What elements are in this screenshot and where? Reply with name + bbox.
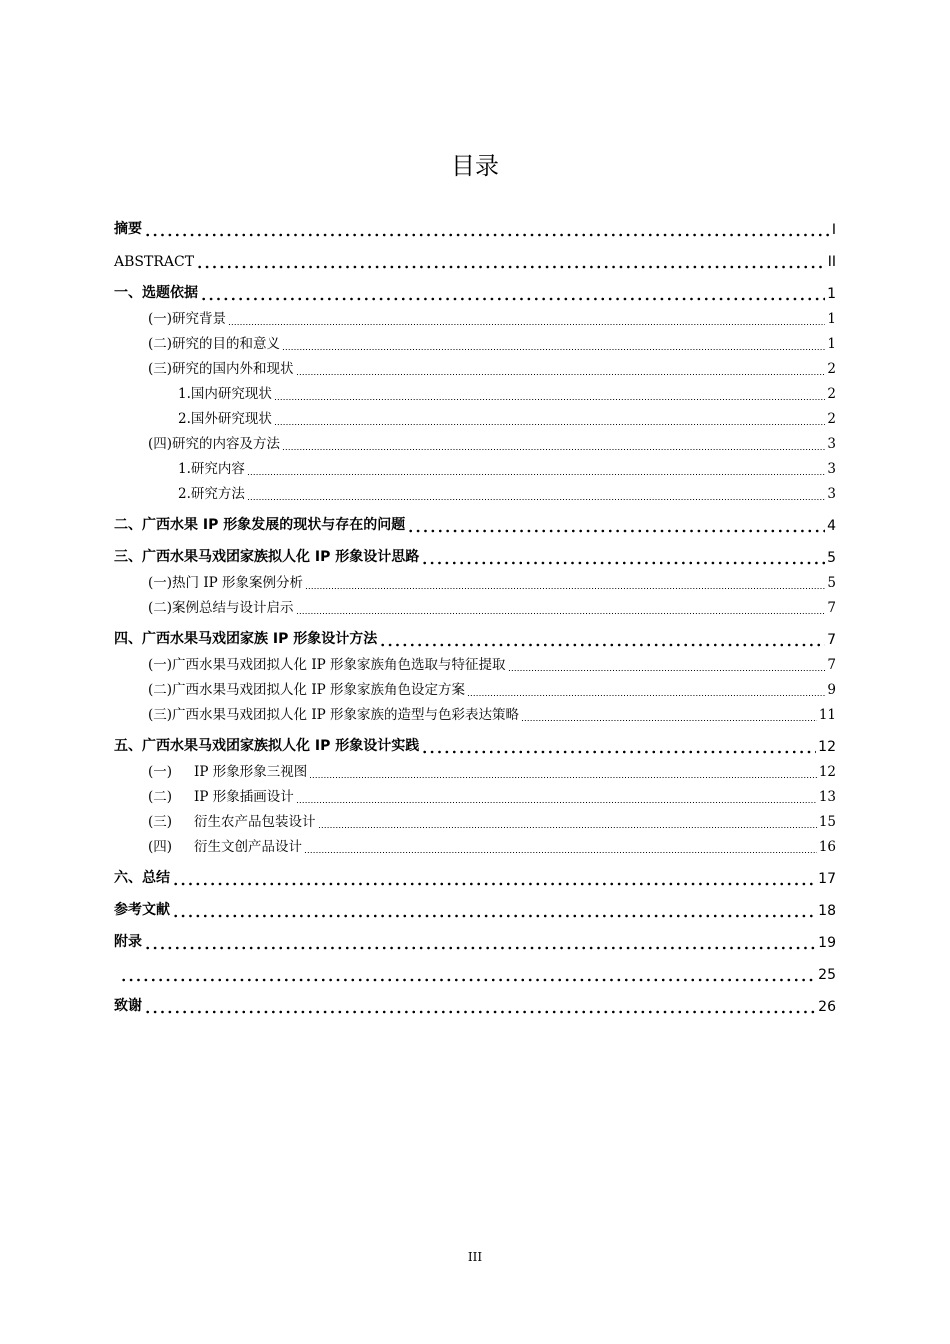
dot-leader [296, 602, 826, 616]
dot-leader [247, 463, 826, 477]
dot-leader [274, 413, 826, 427]
toc-entry-page: 26 [818, 999, 836, 1015]
toc-entry-label: (一)研究背景 [148, 311, 227, 327]
dot-leader [144, 224, 830, 238]
toc-entry[interactable] [114, 382, 836, 402]
toc-entry[interactable] [114, 482, 836, 502]
dot-leader [120, 969, 816, 983]
toc-entry-page: 1 [827, 286, 836, 302]
toc-entry[interactable] [114, 514, 836, 534]
toc-entry-page: 12 [818, 739, 836, 755]
dot-leader [508, 659, 826, 673]
toc-entry-label: (二)广西水果马戏团拟人化 IP 形象家族角色设定方案 [148, 682, 466, 698]
toc-entry-label: 五、广西水果马戏团家族拟人化 IP 形象设计实践 [114, 738, 420, 754]
toc-entry-page: 2 [827, 411, 836, 427]
toc-entry-page: 3 [827, 461, 836, 477]
toc-entry-page: 11 [818, 707, 836, 723]
dot-leader [318, 816, 817, 830]
toc-entry-number: (四) [148, 839, 173, 855]
toc-entry-page: 19 [818, 935, 836, 951]
toc-entry-label: 四、广西水果马戏团家族 IP 形象设计方法 [114, 631, 378, 647]
dot-leader [421, 552, 825, 566]
toc-entry-page: 13 [818, 789, 836, 805]
dot-leader [274, 388, 826, 402]
toc-entry[interactable] [114, 250, 836, 270]
toc-entry[interactable] [114, 653, 836, 673]
dot-leader [144, 937, 816, 951]
toc-entry-page: 7 [827, 657, 836, 673]
toc-entry-page: II [827, 254, 836, 270]
dot-leader [172, 905, 816, 919]
dot-leader [296, 363, 826, 377]
toc-entry-label: IP 形象插画设计 [194, 789, 294, 805]
toc-entry-page: I [831, 222, 836, 238]
toc-entry[interactable] [114, 995, 836, 1015]
dot-leader [172, 873, 816, 887]
toc-entry[interactable] [114, 307, 836, 327]
toc-entry-page: 15 [818, 814, 836, 830]
toc-entry-label: 致谢 [114, 998, 142, 1014]
toc-entry-page: 16 [818, 839, 836, 855]
toc-entry-page: 12 [818, 764, 836, 780]
toc-entry-page: 4 [827, 518, 836, 534]
dot-leader [305, 577, 825, 591]
toc-entry-label: 三、广西水果马戏团家族拟人化 IP 形象设计思路 [114, 549, 420, 565]
toc-entry[interactable] [114, 867, 836, 887]
toc-entry[interactable] [114, 432, 836, 452]
toc-entry[interactable] [114, 332, 836, 352]
toc-entry[interactable] [114, 628, 836, 648]
page-title: 目录 [451, 152, 499, 180]
toc-entry-label: 摘要 [114, 221, 142, 237]
toc-entry-number: (二) [148, 789, 173, 805]
dot-leader [379, 634, 825, 648]
dot-leader [467, 684, 825, 698]
dot-leader [282, 338, 825, 352]
toc-entry[interactable] [114, 899, 836, 919]
toc-entry-label: (三)广西水果马戏团拟人化 IP 形象家族的造型与色彩表达策略 [148, 707, 520, 723]
toc-entry-label: (四)研究的内容及方法 [148, 436, 281, 452]
toc-entry-page: 5 [827, 575, 836, 591]
toc-entry-page: 7 [827, 600, 836, 616]
toc-entry[interactable] [114, 931, 836, 951]
dot-leader [421, 741, 816, 755]
toc-entry[interactable] [114, 785, 836, 805]
toc-entry-label: ABSTRACT [114, 254, 195, 270]
toc-entry-label: 2.国外研究现状 [178, 411, 272, 427]
toc-entry[interactable] [114, 457, 836, 477]
toc-entry-page: 1 [827, 336, 836, 352]
toc-entry-label: 2.研究方法 [178, 486, 245, 502]
toc-entry[interactable] [114, 760, 836, 780]
toc-entry-label: 1.研究内容 [178, 461, 245, 477]
toc-entry-page: 7 [827, 632, 836, 648]
toc-entry-page: 1 [827, 311, 836, 327]
toc-entry[interactable] [114, 571, 836, 591]
toc-entry[interactable] [114, 735, 836, 755]
toc-entry-page: 18 [818, 903, 836, 919]
toc-entry-page: 17 [818, 871, 836, 887]
toc-entry[interactable] [114, 407, 836, 427]
dot-leader [521, 709, 817, 723]
page-number: III [467, 1250, 483, 1264]
dot-leader [228, 313, 825, 327]
toc-entry[interactable] [114, 546, 836, 566]
toc-entry-page: 3 [827, 436, 836, 452]
dot-leader [247, 488, 826, 502]
dot-leader [407, 520, 825, 534]
toc-entry-number: (三) [148, 814, 173, 830]
toc-entry-page: 25 [818, 967, 836, 983]
toc-entry[interactable] [114, 810, 836, 830]
toc-entry-label: (一)广西水果马戏团拟人化 IP 形象家族角色选取与特征提取 [148, 657, 506, 673]
toc-entry-page: 5 [827, 550, 836, 566]
toc-entry-page: 3 [827, 486, 836, 502]
toc-entry-page: 2 [827, 386, 836, 402]
dot-leader [304, 841, 817, 855]
toc-entry-label: (一)热门 IP 形象案例分析 [148, 575, 304, 591]
dot-leader [196, 256, 826, 270]
toc-entry-label: 附录 [114, 934, 142, 950]
toc-entry-label: 衍生文创产品设计 [194, 839, 303, 855]
toc-entry-page: 9 [827, 682, 836, 698]
toc-entry[interactable] [114, 703, 836, 723]
toc-entry[interactable] [114, 678, 836, 698]
toc-entry[interactable] [114, 218, 836, 238]
toc-entry-label: 参考文献 [114, 902, 170, 918]
dot-leader [282, 438, 825, 452]
dot-leader [296, 791, 817, 805]
toc-entry-label: 衍生农产品包装设计 [194, 814, 316, 830]
dot-leader [200, 288, 825, 302]
toc-entry-label: (二)研究的目的和意义 [148, 336, 281, 352]
toc-entry[interactable] [114, 282, 836, 302]
toc-entry-label: IP 形象形象三视图 [194, 764, 308, 780]
toc-entry-page: 2 [827, 361, 836, 377]
dot-leader [309, 766, 817, 780]
toc-entry-label: 二、广西水果 IP 形象发展的现状与存在的问题 [114, 517, 406, 533]
toc-entry-label: (三)研究的国内外和现状 [148, 361, 294, 377]
toc-entry[interactable] [114, 357, 836, 377]
toc-entry-label: 1.国内研究现状 [178, 386, 272, 402]
toc-entry[interactable] [114, 835, 836, 855]
toc-entry-label: (二)案例总结与设计启示 [148, 600, 294, 616]
toc-entry-label: 一、选题依据 [114, 285, 198, 301]
toc-entry-number: (一) [148, 764, 173, 780]
toc-entry[interactable] [114, 963, 836, 983]
toc-entry[interactable] [114, 596, 836, 616]
toc-entry-label: 六、总结 [114, 870, 170, 886]
dot-leader [144, 1001, 816, 1015]
